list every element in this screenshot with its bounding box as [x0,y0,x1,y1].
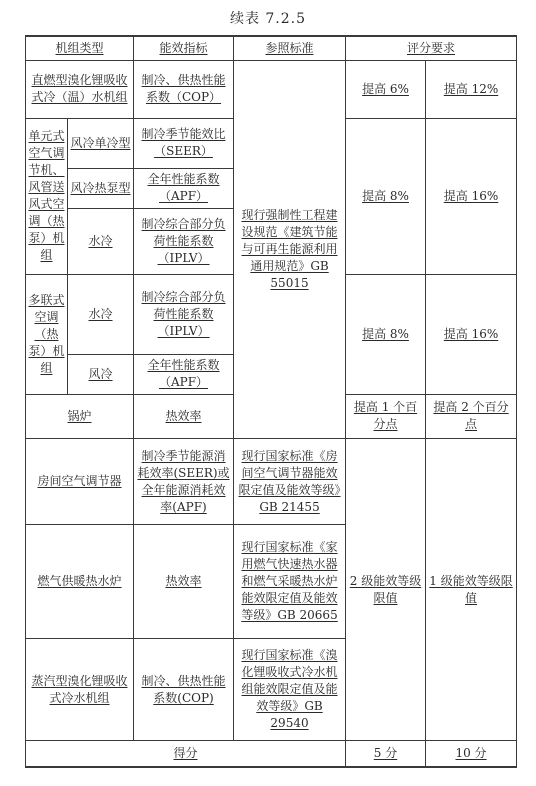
scoring-table [25,35,517,768]
table-caption: 续表 7.2.5 [229,11,307,27]
subtype-cell: 水冷 [68,208,134,274]
header-unit-type: 机组类型 [26,36,134,60]
unit-type-cell: 直燃型溴化锂吸收式冷（温）水机组 [26,60,134,118]
metric-cell: 全年性能系数（APF） [134,354,234,394]
requirement-cell: 提高 16% [426,274,517,394]
metric-cell: 制冷综合部分负荷性能系数（IPLV） [134,274,234,354]
requirement-cell: 1 级能效等级限值 [426,439,517,741]
group-type-cell: 单元式空气调节机、风管送风式空调（热泵）机组 [26,118,68,274]
unit-type-cell: 房间空气调节器 [26,439,134,525]
requirement-cell: 2 级能效等级限值 [346,439,426,741]
metric-cell: 全年性能系数（APF） [134,168,234,208]
group-type-cell: 多联式空调（热泵）机组 [26,274,68,394]
metric-cell: 热效率 [134,525,234,639]
requirement-cell: 提高 1 个百分点 [346,394,426,438]
metric-cell: 热效率 [134,394,234,438]
metric-cell: 制冷季节能效比（SEER） [134,118,234,168]
requirement-cell: 提高 6% [346,60,426,118]
subtype-cell: 风冷单冷型 [68,118,134,168]
requirement-cell: 提高 8% [346,118,426,274]
header-reference-standard: 参照标准 [234,36,346,60]
reference-standard-cell: 现行国家标准《家用燃气快速热水器和燃气采暖热水炉能效限定值及能效等级》GB 20665 [234,525,346,639]
header-row [26,36,517,60]
score-row [26,741,517,767]
table-row [26,60,517,118]
score-value: 10 分 [426,741,517,767]
header-efficiency-index: 能效指标 [134,36,234,60]
reference-standard-cell: 现行国家标准《溴化锂吸收式冷水机组能效限定值及能效等级》GB 29540 [234,639,346,741]
table-row [26,439,517,525]
score-label: 得分 [26,741,346,767]
unit-type-cell: 锅炉 [26,394,134,438]
score-value: 5 分 [346,741,426,767]
requirement-cell: 提高 2 个百分点 [426,394,517,438]
requirement-cell: 提高 12% [426,60,517,118]
reference-standard-cell: 现行强制性工程建设规范《建筑节能与可再生能源利用通用规范》GB 55015 [234,60,346,438]
metric-cell: 制冷季节能源消耗效率(SEER)或全年能源消耗效率(APF) [134,439,234,525]
metric-cell: 制冷、供热性能系数（COP） [134,60,234,118]
header-scoring-requirement: 评分要求 [346,36,517,60]
metric-cell: 制冷、供热性能系数(COP) [134,639,234,741]
requirement-cell: 提高 8% [346,274,426,394]
subtype-cell: 水冷 [68,274,134,354]
reference-standard-cell: 现行国家标准《房间空气调节器能效限定值及能效等级》GB 21455 [234,439,346,525]
metric-cell: 制冷综合部分负荷性能系数（IPLV） [134,208,234,274]
requirement-cell: 提高 16% [426,118,517,274]
unit-type-cell: 燃气供暖热水炉 [26,525,134,639]
subtype-cell: 风冷热泵型 [68,168,134,208]
unit-type-cell: 蒸汽型溴化锂吸收式冷水机组 [26,639,134,741]
subtype-cell: 风冷 [68,354,134,394]
